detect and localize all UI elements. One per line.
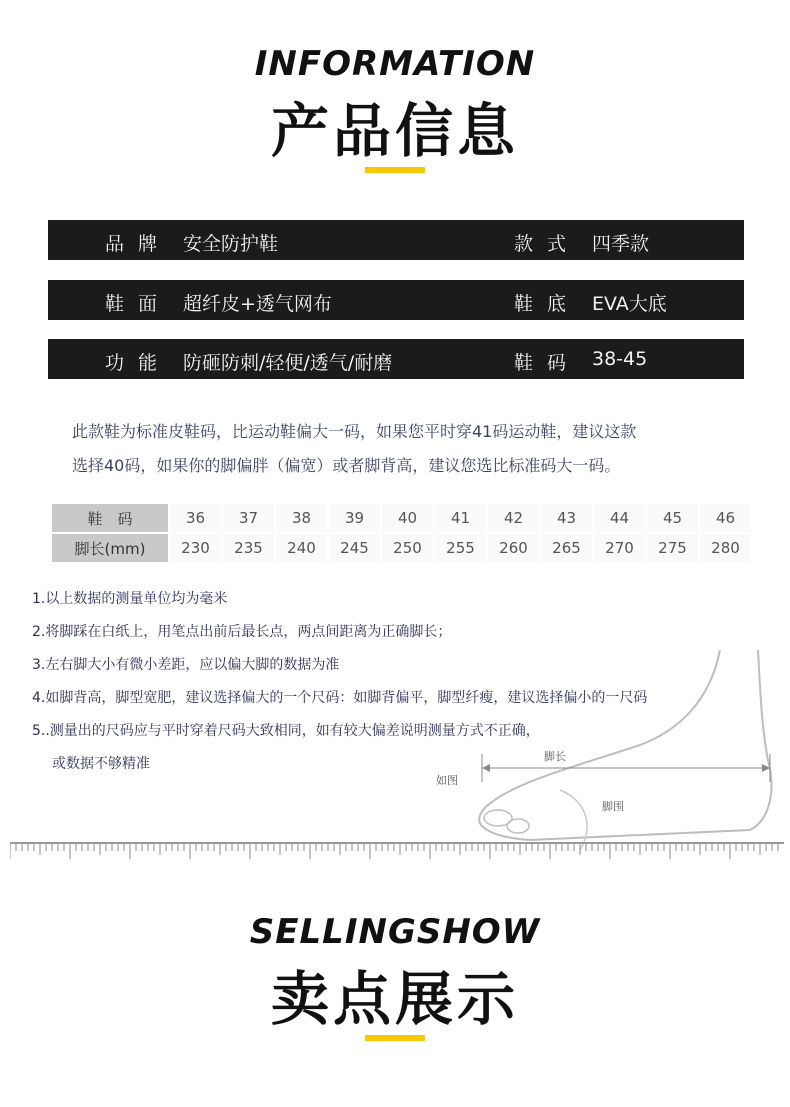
section-title: 卖点展示 [270,965,519,1033]
info-label: 鞋面 [105,293,172,315]
info-row [48,280,744,320]
length-cell: 255 [435,534,486,562]
length-cell: 275 [647,534,698,562]
length-label: 脚长 [544,750,566,763]
info-label: 鞋码 [514,352,581,374]
example-label: 如图 [436,774,458,787]
section-script-title: INFORMATION [254,44,536,84]
row-header: 脚长(mm) [52,534,168,562]
length-cell: 240 [276,534,327,562]
size-cell: 40 [382,504,433,532]
info-label: 鞋底 [514,293,581,315]
size-cell: 44 [594,504,645,532]
length-cell: 265 [541,534,592,562]
toe-shape [507,819,529,833]
size-cell: 42 [488,504,539,532]
size-cell: 39 [329,504,380,532]
info-label: 功能 [105,352,172,374]
size-cell: 36 [170,504,221,532]
section-script-title: SELLINGSHOW [249,912,541,952]
size-cell: 43 [541,504,592,532]
length-cell: 280 [700,534,751,562]
title-underline [365,1035,425,1041]
info-label: 品牌 [105,233,172,255]
section-title: 产品信息 [270,97,519,165]
ruler [10,840,784,862]
note-line: 或数据不够精准 [52,756,150,772]
foot-outline [479,650,771,840]
info-value: 防砸防刺/轻便/透气/耐磨 [183,352,393,374]
length-cell: 245 [329,534,380,562]
title-underline [365,167,425,173]
girth-label: 脚围 [602,800,624,813]
info-label: 款式 [514,233,581,255]
length-cell: 270 [594,534,645,562]
info-row [48,339,744,379]
length-cell: 250 [382,534,433,562]
info-value: 超纤皮+透气网布 [183,293,332,315]
note-line: 2.将脚踩在白纸上，用笔点出前后最长点，两点间距离为正确脚长； [32,624,452,640]
size-advice-line: 选择40码，如果你的脚偏胖（偏宽）或者脚背高，建议您选比标准码大一码。 [72,456,621,475]
info-value: 四季款 [592,233,650,255]
row-header: 鞋 码 [52,504,168,532]
foot-diagram [410,650,790,850]
size-cell: 41 [435,504,486,532]
arrow-left-icon [482,764,490,772]
size-advice [72,415,752,483]
table-row [52,534,751,562]
note-line: 3.左右脚大小有微小差距，应以偏大脚的数据为准 [32,657,340,673]
table-row [52,504,751,532]
length-cell: 260 [488,534,539,562]
info-value: 38-45 [592,348,648,370]
note-line: 5..测量出的尺码应与平时穿着尺码大致相同，如有较大偏差说明测量方式不正确， [32,723,540,739]
ruler-ticks [10,840,784,862]
info-value: EVA大底 [592,293,667,315]
size-cell: 45 [647,504,698,532]
size-cell: 46 [700,504,751,532]
note-line: 4.如脚背高，脚型宽肥，建议选择偏大的一个尺码：如脚背偏平，脚型纤瘦，建议选择偏小的一尺码 [32,690,648,706]
size-table [50,502,753,564]
info-value: 安全防护鞋 [183,233,279,255]
size-cell: 38 [276,504,327,532]
size-cell: 37 [223,504,274,532]
length-cell: 230 [170,534,221,562]
info-row [48,220,744,260]
note-line: 1.以上数据的测量单位均为毫米 [32,591,228,607]
length-cell: 235 [223,534,274,562]
size-advice-line: 此款鞋为标准皮鞋码，比运动鞋偏大一码，如果您平时穿41码运动鞋，建议这款 [72,422,637,441]
